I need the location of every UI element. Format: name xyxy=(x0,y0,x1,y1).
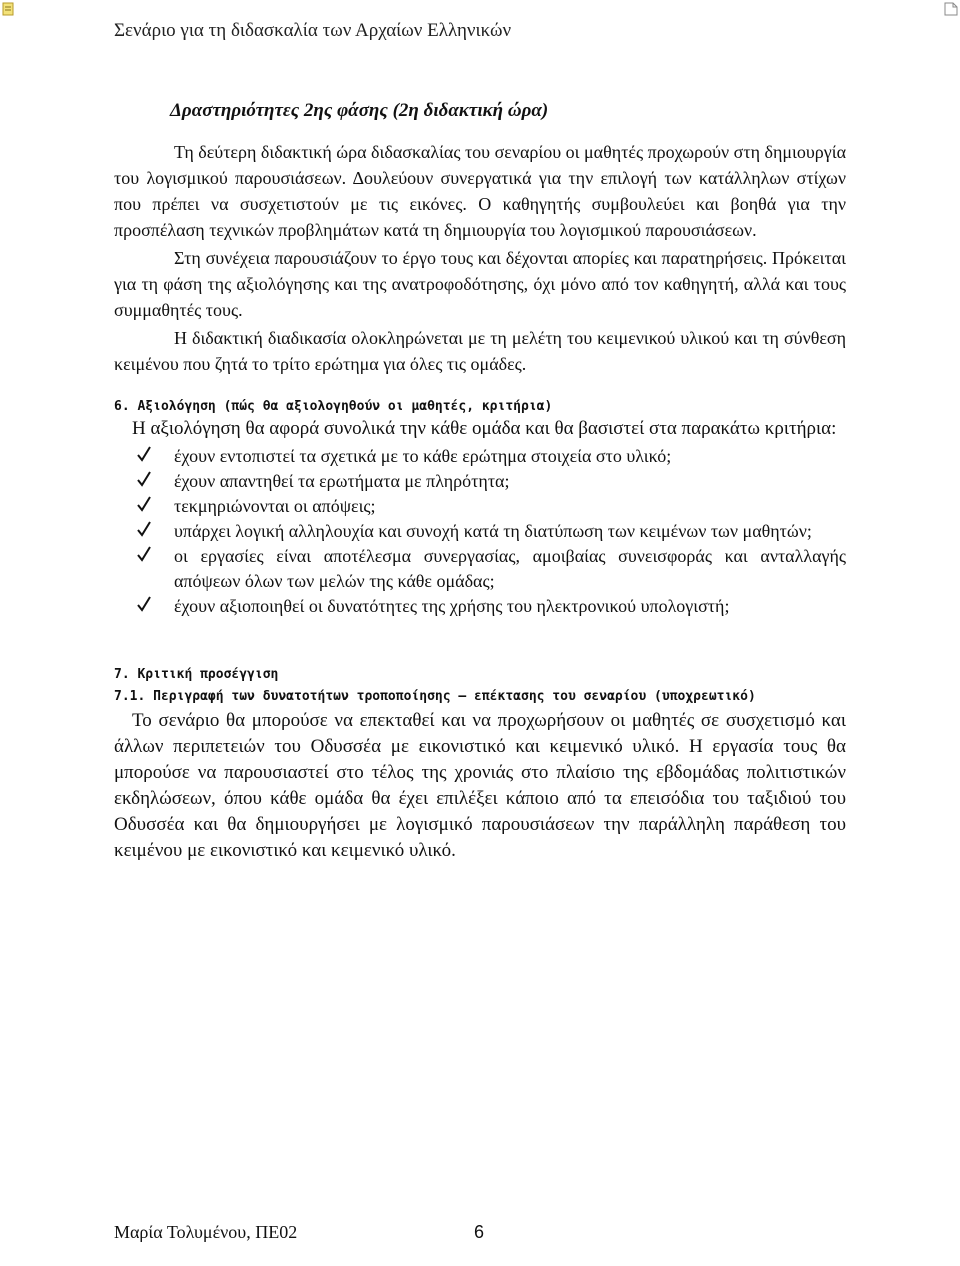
criteria-list xyxy=(114,444,846,619)
criteria-item xyxy=(114,594,846,619)
page-number: 6 xyxy=(474,1222,485,1242)
criteria-item xyxy=(114,519,846,544)
document-body xyxy=(114,100,846,864)
criteria-item xyxy=(114,544,846,594)
criteria-item xyxy=(114,444,846,469)
section-7-1-text: Το σενάριο θα μπορούσε να επεκταθεί και να προχωρήσουν οι μαθητές σε συσχετισμό και άλλων περιπετειών του Οδυσσέα με εικονιστικό και κειμενικό υλικό. Η εργασία τους θα μπορούσε να παρουσιαστεί στο τέλος της χρονιάς στο πλαίσιο της εβδομάδας πολιτιστικών εκδηλώσεων, όπου κάθε ομάδα θα έχει επιλέξει κάποιο από τα επεισόδια του ταξιδιού του Οδυσσέα και θα δημιουργήσει με λογισμικό παρουσιάσεων την παράλληλη παράθεση του κειμένου με εικονιστικό και κειμενικό υλικό. xyxy=(114,710,846,861)
evaluation-intro: Η αξιολόγηση θα αφορά συνολικά την κάθε ομάδα και θα βασιστεί στα παρακάτω κριτήρια: xyxy=(132,418,837,439)
page-header-title: Σενάριο για τη διδασκαλία των Αρχαίων Ελληνικών xyxy=(114,20,512,41)
section-6-heading: 6. Αξιολόγηση (πώς θα αξιολογηθούν οι μαθητές, κριτήρια) xyxy=(114,399,553,414)
page-corner-icon xyxy=(944,2,958,16)
checkmark-icon xyxy=(136,520,152,538)
criteria-text: έχουν εντοπιστεί τα σχετικά με το κάθε ερώτημα στοιχεία στο υλικό; xyxy=(174,446,672,466)
phase-2-paragraph-2: Στη συνέχεια παρουσιάζουν το έργο τους και δέχονται απορίες και παρατηρήσεις. Πρόκειται για τη φάση της αξιολόγησης και της ανατροφοδότησης, όχι μόνο από τον καθηγητή, αλλά και τους συμμαθητές τους. xyxy=(114,248,846,320)
phase-2-paragraph-1: Τη δεύτερη διδακτική ώρα διδασκαλίας του σεναρίου οι μαθητές προχωρούν στη δημιουργία του λογισμικού παρουσιάσεων. Δουλεύουν συνεργατικά για την επιλογή των κατάλληλων στίχων που πρέπει να συσχετιστούν με τις εικόνες. Ο καθηγητής συμβουλεύει και βοηθά για την προσπέλαση τεχνικών προβλημάτων κατά τη δημιουργία του λογισμικού παρουσιάσεων. xyxy=(114,142,846,240)
criteria-text: τεκμηριώνονται οι απόψεις; xyxy=(174,496,376,516)
criteria-text: υπάρχει λογική αλληλουχία και συνοχή κατά τη διατύπωση των κειμένων των μαθητών; xyxy=(174,521,812,541)
criteria-text: έχουν αξιοποιηθεί οι δυνατότητες της χρήσης του ηλεκτρονικού υπολογιστή; xyxy=(174,596,730,616)
section-7-heading: 7. Κριτική προσέγγιση xyxy=(114,667,279,682)
checkmark-icon xyxy=(136,445,152,463)
footer-author: Μαρία Τολυμένου, ΠΕ02 xyxy=(114,1222,298,1242)
checkmark-icon xyxy=(136,595,152,613)
criteria-text: έχουν απαντηθεί τα ερωτήματα με πληρότητα; xyxy=(174,471,510,491)
checkmark-icon xyxy=(136,495,152,513)
criteria-item xyxy=(114,469,846,494)
bookmark-icon[interactable] xyxy=(2,2,14,16)
criteria-item xyxy=(114,494,846,519)
checkmark-icon xyxy=(136,545,152,563)
checkmark-icon xyxy=(136,470,152,488)
section-7-1-heading: 7.1. Περιγραφή των δυνατοτήτων τροποποίησης – επέκτασης του σεναρίου (υποχρεωτικό) xyxy=(114,689,756,704)
phase-2-paragraph-3: Η διδακτική διαδικασία ολοκληρώνεται με τη μελέτη του κειμενικού υλικού και τη σύνθεση κειμένου που ζητά το τρίτο ερώτημα για όλες τις ομάδες. xyxy=(114,328,846,374)
phase-2-title: Δραστηριότητες 2ης φάσης (2η διδακτική ώρα) xyxy=(170,100,549,121)
criteria-text: οι εργασίες είναι αποτέλεσμα συνεργασίας, αμοιβαίας συνεισφοράς και ανταλλαγής απόψεων όλων των μελών της κάθε ομάδας; xyxy=(174,546,846,591)
